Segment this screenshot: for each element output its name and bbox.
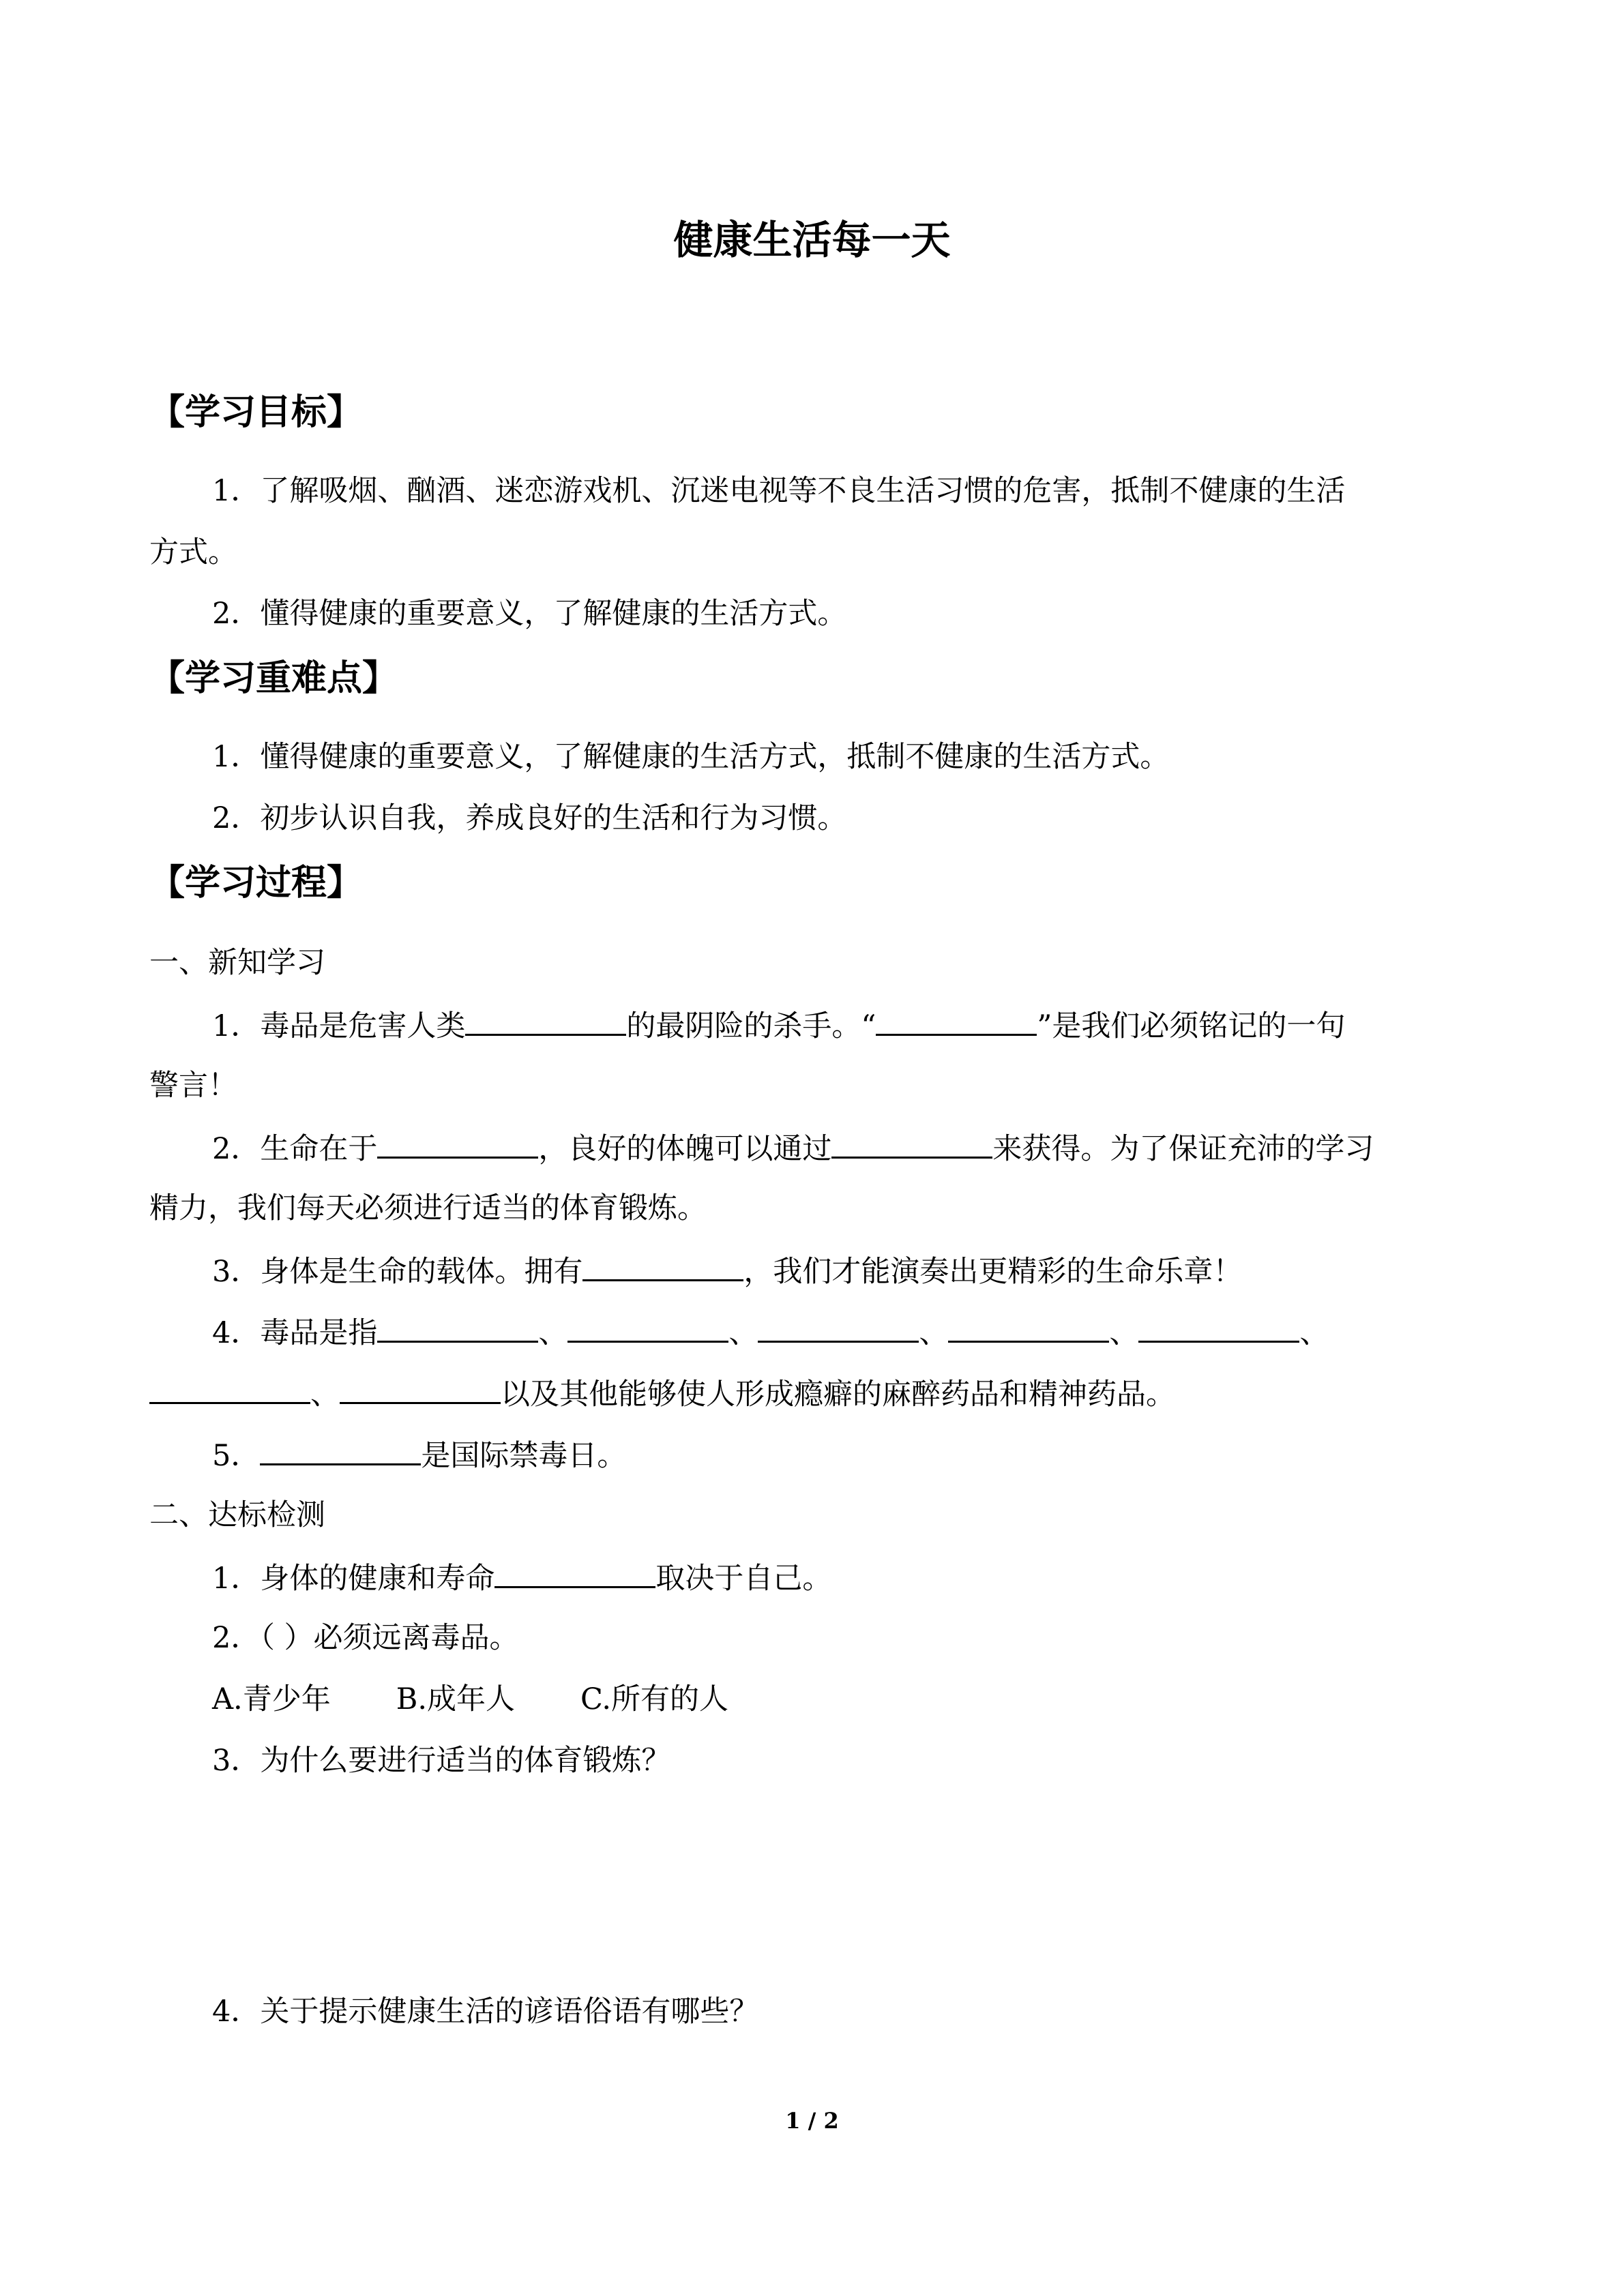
q2-text-a: 2．生命在于 [212, 1132, 378, 1166]
separator: 、 [919, 1316, 949, 1350]
objective-item-2: 2．懂得健康的重要意义，了解健康的生活方式。 [212, 597, 847, 631]
fill-blank[interactable] [758, 1311, 919, 1343]
section-heading-process: 【学习过程】 [149, 863, 363, 904]
fill-blank[interactable] [465, 1004, 626, 1036]
part2-question-2-options [212, 1679, 794, 1720]
fill-blank[interactable] [149, 1372, 310, 1404]
q5-text-b: 是国际禁毒日。 [421, 1439, 627, 1473]
part1-question-3 [212, 1249, 1242, 1292]
section-heading-objectives: 【学习目标】 [149, 392, 363, 433]
q3-text-a: 3．身体是生命的载体。拥有 [212, 1255, 583, 1289]
part2-title: 二、达标检测 [149, 1498, 325, 1532]
keypoint-item-1: 1．懂得健康的重要意义，了解健康的生活方式，抵制不健康的生活方式。 [212, 740, 1170, 774]
fill-blank[interactable] [948, 1311, 1109, 1343]
part1-question-4 [212, 1311, 1329, 1354]
part2-question-2: 2．（ ）必须远离毒品。 [212, 1621, 519, 1655]
q4-text-a: 4．毒品是指 [212, 1316, 378, 1350]
part1-question-1-cont: 警言！ [149, 1069, 237, 1103]
q5-text-a: 5． [212, 1439, 261, 1473]
objective-item-1: 1．了解吸烟、酗酒、迷恋游戏机、沉迷电视等不良生活习惯的危害，抵制不健康的生活 [212, 474, 1346, 508]
part1-title: 一、新知学习 [149, 946, 325, 980]
fill-blank[interactable] [567, 1311, 728, 1343]
objective-item-1-cont: 方式。 [149, 535, 237, 569]
fill-blank[interactable] [377, 1311, 538, 1343]
page-title: 健康生活每一天 [673, 217, 951, 263]
fill-blank[interactable] [876, 1004, 1037, 1036]
part2-question-1 [212, 1556, 831, 1599]
q2-text-b: ，良好的体魄可以通过 [538, 1132, 832, 1166]
separator: 、 [1299, 1316, 1329, 1350]
q1-text-b: 的最阴险的杀手。“ [626, 1009, 876, 1043]
part1-question-1 [212, 1004, 1345, 1047]
page-number: 1 / 2 [785, 2108, 839, 2134]
fill-blank[interactable] [1138, 1311, 1299, 1343]
part1-question-5 [212, 1433, 626, 1476]
q3-text-b: ，我们才能演奏出更精彩的生命乐章！ [743, 1255, 1243, 1289]
part2-question-4: 4．关于提示健康生活的谚语俗语有哪些？ [212, 1995, 759, 2029]
fill-blank[interactable] [582, 1249, 743, 1281]
part2-question-3: 3．为什么要进行适当的体育锻炼？ [212, 1744, 671, 1778]
separator: 、 [310, 1377, 340, 1412]
option-c[interactable]: C.所有的人 [580, 1682, 729, 1716]
option-b[interactable]: B.成年人 [396, 1682, 516, 1716]
option-a[interactable]: A.青少年 [212, 1682, 331, 1716]
q2-text-c: 来获得。为了保证充沛的学习 [992, 1132, 1374, 1166]
fill-blank[interactable] [340, 1372, 501, 1404]
fill-blank[interactable] [831, 1127, 992, 1159]
fill-blank[interactable] [377, 1127, 538, 1159]
p2q1-text-a: 1．身体的健康和寿命 [212, 1562, 495, 1596]
part1-question-2 [212, 1127, 1374, 1169]
separator: 、 [728, 1316, 758, 1350]
keypoint-item-2: 2．初步认识自我，养成良好的生活和行为习惯。 [212, 801, 847, 835]
q1-text-c: ”是我们必须铭记的一句 [1037, 1009, 1346, 1043]
part1-question-2-cont: 精力，我们每天必须进行适当的体育锻炼。 [149, 1191, 707, 1225]
section-heading-keypoints: 【学习重难点】 [149, 658, 398, 699]
part1-question-4-cont [149, 1372, 1175, 1415]
p2q1-text-b: 取决于自己。 [655, 1562, 832, 1596]
separator: 、 [538, 1316, 568, 1350]
separator: 、 [1109, 1316, 1139, 1350]
fill-blank[interactable] [260, 1433, 421, 1465]
q4-text-end: 以及其他能够使人形成瘾癖的麻醉药品和精神药品。 [501, 1377, 1175, 1412]
q1-text-a: 1．毒品是危害人类 [212, 1009, 466, 1043]
fill-blank[interactable] [494, 1556, 655, 1588]
